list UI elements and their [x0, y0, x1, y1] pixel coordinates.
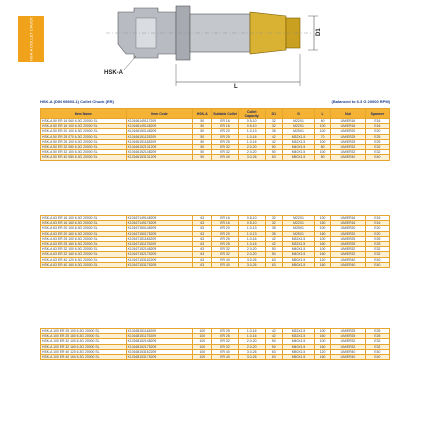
table-cell: 160: [315, 231, 331, 236]
table-cell: 70: [315, 134, 331, 139]
table-cell: 1.0-16: [238, 139, 265, 144]
table-cell: 2.0-20: [238, 150, 265, 155]
column-header: G: [282, 109, 314, 119]
table-cell: 50: [193, 145, 212, 150]
table-cell: 60: [315, 119, 331, 124]
column-header: L: [315, 109, 331, 119]
table-cell: K10166151148209: [126, 139, 193, 144]
table-cell: 63: [193, 221, 212, 226]
table-cell: HSK-A 63 ER 16 100 6.3G 20000 SL: [41, 216, 127, 221]
table-cell: 120: [315, 257, 331, 262]
table-cell: ER 16: [212, 124, 239, 129]
column-header: Spanner: [365, 109, 389, 119]
table-cell: E25: [365, 329, 389, 334]
table-cell: UM/ER16: [331, 216, 366, 221]
table-cell: K10167151148209: [126, 236, 193, 241]
hsk-a50-table: [40, 108, 390, 161]
table-cell: M22X1: [282, 216, 314, 221]
table-row: [41, 155, 390, 160]
table-cell: K10167150175209: [126, 231, 193, 236]
table-cell: 32: [265, 216, 282, 221]
table-cell: 63: [193, 252, 212, 257]
table-cell: K10168151175209: [126, 334, 193, 339]
table-cell: HSK-A 63 ER 20 100 6.3G 20000 SL: [41, 226, 127, 231]
table-cell: HSK-A 50 ER 20 100 6.3G 20000 SL: [41, 129, 127, 134]
table-cell: 32: [265, 119, 282, 124]
table-cell: M32X1.5: [282, 236, 314, 241]
table-cell: K10166149148209: [126, 124, 193, 129]
table-cell: 100: [315, 150, 331, 155]
table-cell: 1.0-13: [238, 129, 265, 134]
table-cell: K10167150148209: [126, 226, 193, 231]
table-cell: UM/ER32: [331, 344, 366, 349]
table-cell: M50X1.5: [282, 349, 314, 354]
table-cell: 42: [265, 329, 282, 334]
table-cell: 63: [193, 226, 212, 231]
table-cell: E16: [365, 124, 389, 129]
table-cell: HSK-A 63 ER 25 100 6.3G 20000 SL: [41, 236, 127, 241]
table-cell: HSK-A 100 ER 32 100 6.3G 20000 SL: [41, 339, 127, 344]
table-cell: ER 40: [212, 155, 239, 160]
table-cell: 63: [265, 155, 282, 160]
table-cell: UM/ER25: [331, 242, 366, 247]
table-cell: E20: [365, 226, 389, 231]
table-cell: K10168153175209: [126, 355, 193, 360]
table-cell: 1.0-13: [238, 226, 265, 231]
table-cell: M25X1: [282, 129, 314, 134]
table-cell: K10166152131209: [126, 145, 193, 150]
table-cell: K10166149117209: [126, 119, 193, 124]
table-cell: 160: [315, 344, 331, 349]
table-cell: UM/ER40: [331, 349, 366, 354]
table-cell: M40X1.5: [282, 339, 314, 344]
table-cell: E16: [365, 119, 389, 124]
table-cell: 1.0-16: [238, 334, 265, 339]
table-cell: 100: [315, 247, 331, 252]
table-cell: UM/ER25: [331, 329, 366, 334]
table-cell: UM/ER20: [331, 226, 366, 231]
table-cell: M32X1.5: [282, 134, 314, 139]
table-cell: ER 40: [212, 262, 239, 267]
table-cell: ER 32: [212, 145, 239, 150]
table-cell: 120: [315, 349, 331, 354]
table-cell: 100: [193, 344, 212, 349]
table-cell: HSK-A 100 ER 25 100 6.3G 20000 SL: [41, 329, 127, 334]
table-cell: UM/ER16: [331, 124, 366, 129]
table-cell: HSK-A 63 ER 20 160 6.3G 20000 SL: [41, 231, 127, 236]
table-cell: 63: [193, 262, 212, 267]
table-cell: UM/ER25: [331, 134, 366, 139]
table-cell: 50: [265, 150, 282, 155]
table-cell: HSK-A 100 ER 40 120 6.3G 20000 SL: [41, 349, 127, 354]
table-heading: HSK-A (DIN 69893-1) Collet Chuck (ER): [40, 99, 114, 104]
table-cell: 100: [315, 129, 331, 134]
table-cell: ER 16: [212, 119, 239, 124]
table-cell: 35: [265, 231, 282, 236]
hsk-a100-table: [40, 328, 390, 360]
table-cell: 63: [265, 262, 282, 267]
table-cell: ER 40: [212, 257, 239, 262]
table-row: [41, 355, 390, 360]
table-cell: M25X1: [282, 226, 314, 231]
table-cell: ER 25: [212, 134, 239, 139]
table-cell: 160: [315, 221, 331, 226]
table-cell: 50: [193, 155, 212, 160]
table-cell: E25: [365, 134, 389, 139]
table-cell: K10168152175209: [126, 344, 193, 349]
table-cell: HSK-A 50 ER 32 100 6.3G 20000 SL: [41, 150, 127, 155]
table-cell: 50: [265, 247, 282, 252]
hsk-a63-table: [40, 215, 390, 268]
table-cell: HSK-A 50 ER 16 060 6.3G 20000 SL: [41, 119, 127, 124]
table-cell: 160: [315, 355, 331, 360]
table-cell: 35: [265, 226, 282, 231]
table-cell: ER 25: [212, 139, 239, 144]
table-cell: 63: [193, 236, 212, 241]
table-cell: ER 25: [212, 334, 239, 339]
table-cell: 0.5-10: [238, 119, 265, 124]
table-cell: M40X1.5: [282, 145, 314, 150]
table-cell: 100: [193, 339, 212, 344]
table-cell: 2.0-20: [238, 344, 265, 349]
table-cell: 100: [193, 355, 212, 360]
table-cell: M22X1: [282, 119, 314, 124]
table-cell: 50: [265, 344, 282, 349]
table-cell: 100: [315, 329, 331, 334]
table-cell: E25: [365, 236, 389, 241]
column-header: Nut: [331, 109, 366, 119]
table-cell: HSK-A 63 ER 40 160 6.3G 20000 SL: [41, 262, 127, 267]
table-cell: ER 40: [212, 349, 239, 354]
table-cell: UM/ER25: [331, 334, 366, 339]
table-cell: E32: [365, 339, 389, 344]
table-cell: E40: [365, 257, 389, 262]
table-cell: 50: [193, 124, 212, 129]
table-cell: M22X1: [282, 221, 314, 226]
table-cell: M32X1.5: [282, 329, 314, 334]
table-cell: 42: [265, 134, 282, 139]
table-cell: 50: [193, 129, 212, 134]
table-cell: ER 25: [212, 242, 239, 247]
hsk-label: HSK-A: [104, 70, 123, 76]
table-cell: HSK-A 50 ER 32 080 6.3G 20000 SL: [41, 145, 127, 150]
table-cell: 3.0-26: [238, 155, 265, 160]
table-cell: 100: [315, 236, 331, 241]
table-cell: E40: [365, 349, 389, 354]
table-cell: 80: [315, 145, 331, 150]
table-cell: HSK-A 100 ER 40 160 6.3G 20000 SL: [41, 355, 127, 360]
table-cell: ER 25: [212, 329, 239, 334]
table-cell: M40X1.5: [282, 150, 314, 155]
table-cell: 42: [265, 242, 282, 247]
table-cell: 42: [265, 139, 282, 144]
table-cell: M40X1.5: [282, 344, 314, 349]
table-cell: K10168153162209: [126, 349, 193, 354]
table-cell: HSK-A 50 ER 40 080 6.3G 20000 SL: [41, 155, 127, 160]
table-cell: K10167151175209: [126, 242, 193, 247]
table-cell: 63: [193, 247, 212, 252]
table-cell: ER 32: [212, 252, 239, 257]
table-cell: M22X1: [282, 124, 314, 129]
table-cell: M32X1.5: [282, 334, 314, 339]
table-cell: 0.5-10: [238, 124, 265, 129]
column-header: Suitable Collet: [212, 109, 239, 119]
table-cell: ER 32: [212, 150, 239, 155]
table-cell: 35: [265, 129, 282, 134]
table-cell: M25X1: [282, 231, 314, 236]
table-cell: ER 32: [212, 247, 239, 252]
balance-note: (Balanced to 6.3 G 20000 RPM): [331, 99, 390, 104]
table-cell: 50: [265, 252, 282, 257]
table-cell: 100: [315, 226, 331, 231]
table-cell: 50: [193, 139, 212, 144]
section-tab-label: HSK-A COLLET CHUCK: [28, 17, 34, 61]
table-cell: UM/ER20: [331, 231, 366, 236]
table-cell: 50: [193, 150, 212, 155]
table-cell: UM/ER32: [331, 145, 366, 150]
column-header: HSK-A: [193, 109, 212, 119]
table-cell: ER 16: [212, 221, 239, 226]
table-cell: 32: [265, 221, 282, 226]
table-cell: M40X1.5: [282, 252, 314, 257]
table-cell: 2.0-20: [238, 252, 265, 257]
table-cell: E16: [365, 221, 389, 226]
table-cell: ER 20: [212, 129, 239, 134]
table-cell: E20: [365, 129, 389, 134]
table-cell: M32X1.5: [282, 139, 314, 144]
table-cell: E40: [365, 155, 389, 160]
table-cell: ER 20: [212, 226, 239, 231]
table-cell: 1.0-16: [238, 134, 265, 139]
table-cell: 42: [265, 236, 282, 241]
column-header: Item Code: [126, 109, 193, 119]
table-cell: UM/ER25: [331, 236, 366, 241]
table-cell: 0.5-10: [238, 216, 265, 221]
table-cell: E40: [365, 355, 389, 360]
table-cell: K10166152148209: [126, 150, 193, 155]
table-cell: E32: [365, 150, 389, 155]
table-cell: UM/ER40: [331, 355, 366, 360]
table-cell: M50X1.5: [282, 155, 314, 160]
table-cell: K10168152148209: [126, 339, 193, 344]
table-cell: 160: [315, 262, 331, 267]
d1-label: D1: [316, 28, 322, 36]
table-cell: 63: [193, 216, 212, 221]
table-cell: E32: [365, 344, 389, 349]
table-cell: UM/ER32: [331, 252, 366, 257]
table-cell: K10166151125209: [126, 134, 193, 139]
table-cell: 160: [315, 242, 331, 247]
table-cell: UM/ER16: [331, 221, 366, 226]
table-cell: UM/ER40: [331, 257, 366, 262]
table-cell: K10167152175209: [126, 252, 193, 257]
table-cell: E32: [365, 247, 389, 252]
table-cell: 63: [265, 257, 282, 262]
table-cell: 3.0-26: [238, 349, 265, 354]
header-row: [41, 109, 390, 119]
table-cell: HSK-A 63 ER 16 160 6.3G 20000 SL: [41, 221, 127, 226]
table-cell: 63: [193, 242, 212, 247]
table-cell: HSK-A 63 ER 32 160 6.3G 20000 SL: [41, 252, 127, 257]
table-cell: 100: [315, 339, 331, 344]
table-cell: ER 16: [212, 216, 239, 221]
table-cell: UM/ER32: [331, 339, 366, 344]
table-cell: 42: [265, 334, 282, 339]
table-cell: K10167153175209: [126, 262, 193, 267]
table-cell: K10166153131209: [126, 155, 193, 160]
table-cell: K10166150148209: [126, 129, 193, 134]
table-cell: M32X1.5: [282, 242, 314, 247]
table-cell: 0.5-10: [238, 221, 265, 226]
table-cell: ER 32: [212, 339, 239, 344]
table-cell: E40: [365, 262, 389, 267]
table-cell: 100: [193, 334, 212, 339]
table-cell: HSK-A 50 ER 16 100 6.3G 20000 SL: [41, 124, 127, 129]
table-cell: M50X1.5: [282, 355, 314, 360]
table-cell: 63: [265, 355, 282, 360]
l-label: L: [234, 84, 238, 90]
table-cell: E25: [365, 242, 389, 247]
table-cell: ER 20: [212, 231, 239, 236]
table-cell: 1.0-16: [238, 236, 265, 241]
table-cell: E16: [365, 216, 389, 221]
table-cell: 3.0-26: [238, 262, 265, 267]
table-cell: 80: [315, 155, 331, 160]
table-cell: 50: [193, 119, 212, 124]
table-cell: 63: [193, 257, 212, 262]
table-cell: 100: [315, 216, 331, 221]
table-cell: HSK-A 63 ER 25 160 6.3G 20000 SL: [41, 242, 127, 247]
table-header-bar: [40, 97, 390, 105]
column-header: Collet Capacity: [238, 109, 265, 119]
table-row: [41, 262, 390, 267]
table-cell: 50: [265, 145, 282, 150]
table-cell: 100: [193, 329, 212, 334]
table-cell: 2.0-20: [238, 145, 265, 150]
table-cell: K10168151148209: [126, 329, 193, 334]
table-cell: 63: [193, 231, 212, 236]
table-cell: HSK-A 50 ER 25 100 6.3G 20000 SL: [41, 139, 127, 144]
table-cell: K10167153162209: [126, 257, 193, 262]
table-cell: ER 32: [212, 344, 239, 349]
section-tab: [18, 16, 44, 62]
table-cell: 1.0-16: [238, 329, 265, 334]
table-cell: 50: [193, 134, 212, 139]
collet-chuck-drawing: [96, 0, 346, 95]
column-header: Item Name: [41, 109, 127, 119]
table-cell: 1.0-16: [238, 242, 265, 247]
table-cell: HSK-A 100 ER 25 160 6.3G 20000 SL: [41, 334, 127, 339]
table-cell: UM/ER32: [331, 247, 366, 252]
table-cell: 63: [265, 349, 282, 354]
table-cell: 3.0-26: [238, 355, 265, 360]
table-cell: 3.0-26: [238, 257, 265, 262]
table-cell: HSK-A 100 ER 32 160 6.3G 20000 SL: [41, 344, 127, 349]
table-cell: UM/ER20: [331, 129, 366, 134]
column-header: D1: [265, 109, 282, 119]
table-cell: 100: [315, 124, 331, 129]
table-cell: K10167149175209: [126, 221, 193, 226]
table-cell: UM/ER16: [331, 119, 366, 124]
table-cell: E25: [365, 139, 389, 144]
table-cell: M40X1.5: [282, 247, 314, 252]
table-cell: UM/ER40: [331, 155, 366, 160]
table-cell: 100: [315, 139, 331, 144]
table-cell: K10167149148209: [126, 216, 193, 221]
table-cell: 50: [265, 339, 282, 344]
table-cell: 1.0-13: [238, 231, 265, 236]
table-cell: UM/ER40: [331, 262, 366, 267]
table-cell: ER 40: [212, 355, 239, 360]
table-cell: 160: [315, 252, 331, 257]
table-cell: E32: [365, 145, 389, 150]
table-cell: E20: [365, 231, 389, 236]
table-cell: E25: [365, 334, 389, 339]
table-cell: 100: [193, 349, 212, 354]
table-cell: K10167152148209: [126, 247, 193, 252]
table-cell: 32: [265, 124, 282, 129]
table-cell: ER 25: [212, 236, 239, 241]
table-cell: M50X1.5: [282, 257, 314, 262]
table-cell: E32: [365, 252, 389, 257]
table-cell: 160: [315, 334, 331, 339]
table-cell: UM/ER25: [331, 139, 366, 144]
table-cell: M50X1.5: [282, 262, 314, 267]
table-cell: UM/ER32: [331, 150, 366, 155]
table-cell: HSK-A 63 ER 32 100 6.3G 20000 SL: [41, 247, 127, 252]
table-cell: 2.0-20: [238, 339, 265, 344]
table-cell: 2.0-20: [238, 247, 265, 252]
table-cell: HSK-A 63 ER 40 120 6.3G 20000 SL: [41, 257, 127, 262]
table-cell: HSK-A 50 ER 25 070 6.3G 20000 SL: [41, 134, 127, 139]
